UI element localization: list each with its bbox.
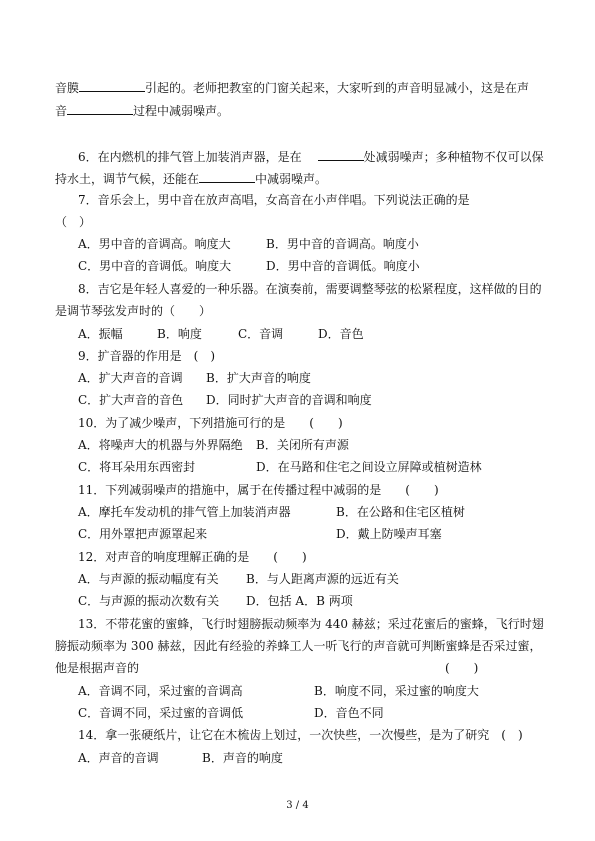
option-a[interactable]: A．声音的音调 [78,751,159,765]
option-b[interactable]: B．声音的响度 [202,751,283,765]
option-b[interactable]: B．在公路和住宅区植树 [336,505,465,519]
question-6-line-1: 6．在内燃机的排气管上加装消声器，是在 处减弱噪声；多种植物不仅可以保 [78,150,544,164]
answer-blank[interactable] [79,79,145,92]
option-d[interactable]: D．包括 A．B 两项 [246,594,353,608]
option-d[interactable]: D．戴上防噪声耳塞 [336,527,442,541]
option-b[interactable]: B．关闭所有声源 [256,438,349,452]
continuation-line-1: 音膜 引起的。老师把教室的门窗关起来，大家听到的声音明显减小，这是在声 [55,81,530,95]
option-a[interactable]: A．扩大声音的音调 [78,371,183,385]
question-6-line-2: 持水土，调节气候，还能在 中减弱噪声。 [55,172,328,186]
option-d[interactable]: D．在马路和住宅之间设立屏障或植树造林 [256,460,482,474]
option-b[interactable]: B．扩大声音的响度 [206,371,311,385]
question-12-stem: 12．对声音的响度理解正确的是 ( ) [78,550,307,564]
option-c[interactable]: C．男中音的音调低。响度大 [78,259,232,273]
option-b[interactable]: B．响度不同，采过蜜的响度大 [314,684,479,698]
answer-blank[interactable] [199,170,255,183]
option-c[interactable]: C．音调不同，采过蜜的音调低 [78,706,244,720]
option-d[interactable]: D．同时扩大声音的音调和响度 [206,393,372,407]
question-7-stem: 7．音乐会上，男中音在放声高唱，女高音在小声伴唱。下列说法正确的是 [78,193,470,207]
question-10-stem: 10．为了减少噪声，下列措施可行的是 ( ) [78,416,343,430]
question-13-line-3: 他是根据声音的 [55,661,140,675]
option-d[interactable]: D．音色不同 [314,706,384,720]
option-a[interactable]: A．摩托车发动机的排气管上加装消声器 [78,505,291,519]
option-c[interactable]: C．将耳朵用东西密封 [78,460,196,474]
answer-paren: （ ） [55,215,92,229]
question-14-stem: 14．拿一张硬纸片，让它在木梳齿上划过，一次快些，一次慢些，是为了研究 ( ) [78,728,523,742]
option-d[interactable]: D．音色 [318,327,364,341]
option-d[interactable]: D．男中音的音调低。响度小 [266,259,420,273]
question-9-stem: 9．扩音器的作用是 ( ) [78,349,215,363]
option-c[interactable]: C．扩大声音的音色 [78,393,184,407]
question-13-line-2: 膀振动频率为 300 赫兹，因此有经验的养蜂工人一听飞行的声音就可判断蜜蜂是否采过蜜， [55,639,542,653]
option-c[interactable]: C．音调 [238,327,284,341]
question-13-line-1: 13．不带花蜜的蜜蜂，飞行时翅膀振动频率为 440 赫兹；采过花蜜后的蜜蜂，飞行时翅 [78,617,544,631]
option-c[interactable]: C．用外罩把声源罩起来 [78,527,208,541]
option-a[interactable]: A．振幅 [78,327,123,341]
question-8-line-1: 8．吉它是年轻人喜爱的一种乐器。在演奏前，需要调整琴弦的松紧程度，这样做的目的 [78,282,542,296]
option-b[interactable]: B．与人距离声源的远近有关 [246,572,399,586]
question-11-stem: 11．下列减弱噪声的措施中，属于在传播过程中减弱的是 ( ) [78,483,439,497]
option-b[interactable]: B．响度 [157,327,202,341]
option-b[interactable]: B．男中音的音调高。响度小 [266,237,419,251]
option-a[interactable]: A．音调不同，采过蜜的音调高 [78,684,243,698]
option-a[interactable]: A．将噪声大的机器与外界隔绝 [78,438,243,452]
continuation-line-2: 音 过程中减弱噪声。 [55,104,230,118]
question-8-line-2: 是调节琴弦发声时的（ ） [55,304,212,318]
answer-blank[interactable] [318,148,364,161]
option-c[interactable]: C．与声源的振动次数有关 [78,594,220,608]
answer-paren: ( ) [445,661,479,675]
answer-blank[interactable] [67,102,133,115]
option-a[interactable]: A．与声源的振动幅度有关 [78,572,219,586]
page-number: 3 / 4 [286,800,309,811]
option-a[interactable]: A．男中音的音调高。响度大 [78,237,231,251]
